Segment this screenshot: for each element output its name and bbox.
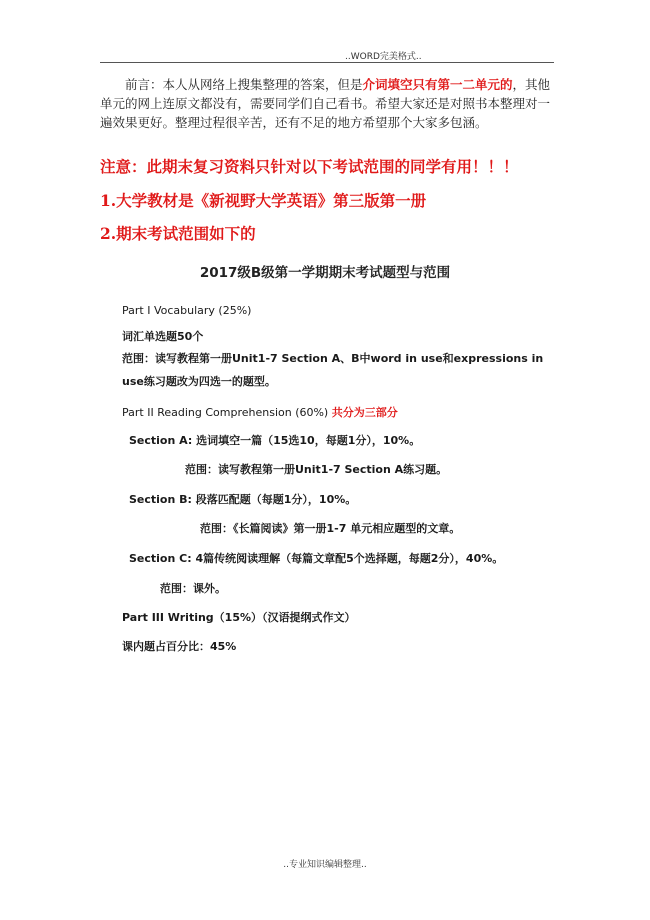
section-b: Section B: 段落匹配题（每题1分），10%。	[129, 493, 357, 506]
intro-highlight: 介词填空只有第一二单元的	[362, 77, 513, 92]
section-c: Section C: 4篇传统阅读理解（每篇文章配5个选择题，每题2分），40%。	[129, 552, 504, 565]
page-footer: ..专业知识编辑整理..	[283, 860, 367, 870]
part2-heading-line	[122, 404, 398, 420]
page-header: ..WORD完美格式..	[345, 52, 422, 62]
part1-description: 词汇单选题50个	[122, 330, 204, 343]
section-a-scope: 范围：读写教程第一册Unit1-7 Section A练习题。	[185, 463, 448, 476]
header-divider	[100, 62, 554, 63]
part3-heading: Part III Writing（15%）（汉语提纲式作文）	[122, 611, 356, 624]
part2-heading: Part II Reading Comprehension (60%)	[122, 406, 332, 419]
section-c-scope: 范围：课外。	[160, 582, 226, 595]
exam-scope-item: 2.期末考试范围如下的	[100, 224, 256, 243]
intro-text-1: 前言：本人从网络上搜集整理的答案，但是	[125, 77, 363, 92]
part1-heading: Part I Vocabulary (25%)	[122, 304, 252, 317]
section-a: Section A: 选词填空一篇（15选10，每题1分），10%。	[129, 434, 421, 447]
notice-heading: 注意：此期末复习资料只针对以下考试范围的同学有用！！！	[100, 157, 519, 176]
in-class-ratio: 课内题占百分比：45%	[122, 640, 237, 653]
intro-text-2: ，其他单元的网上连原文都没有，需要同学们自己看书。希望大家还是对照书本整理对一遍效果更好。整理过程很辛苦，还有不足的地方希望那个大家多包涵。	[100, 77, 551, 130]
part1-scope: 范围：读写教程第一册Unit1-7 Section A、B中word in use和expressions in use练习题改为四选一的题型。	[122, 352, 544, 388]
part2-note: 共分为三部分	[331, 406, 398, 419]
intro-paragraph	[100, 75, 560, 132]
textbook-item: 1.大学教材是《新视野大学英语》第三版第一册	[100, 191, 427, 210]
section-b-scope: 范围：《长篇阅读》第一册1-7 单元相应题型的文章。	[200, 522, 461, 535]
exam-title: 2017级B级第一学期期末考试题型与范围	[199, 265, 451, 281]
